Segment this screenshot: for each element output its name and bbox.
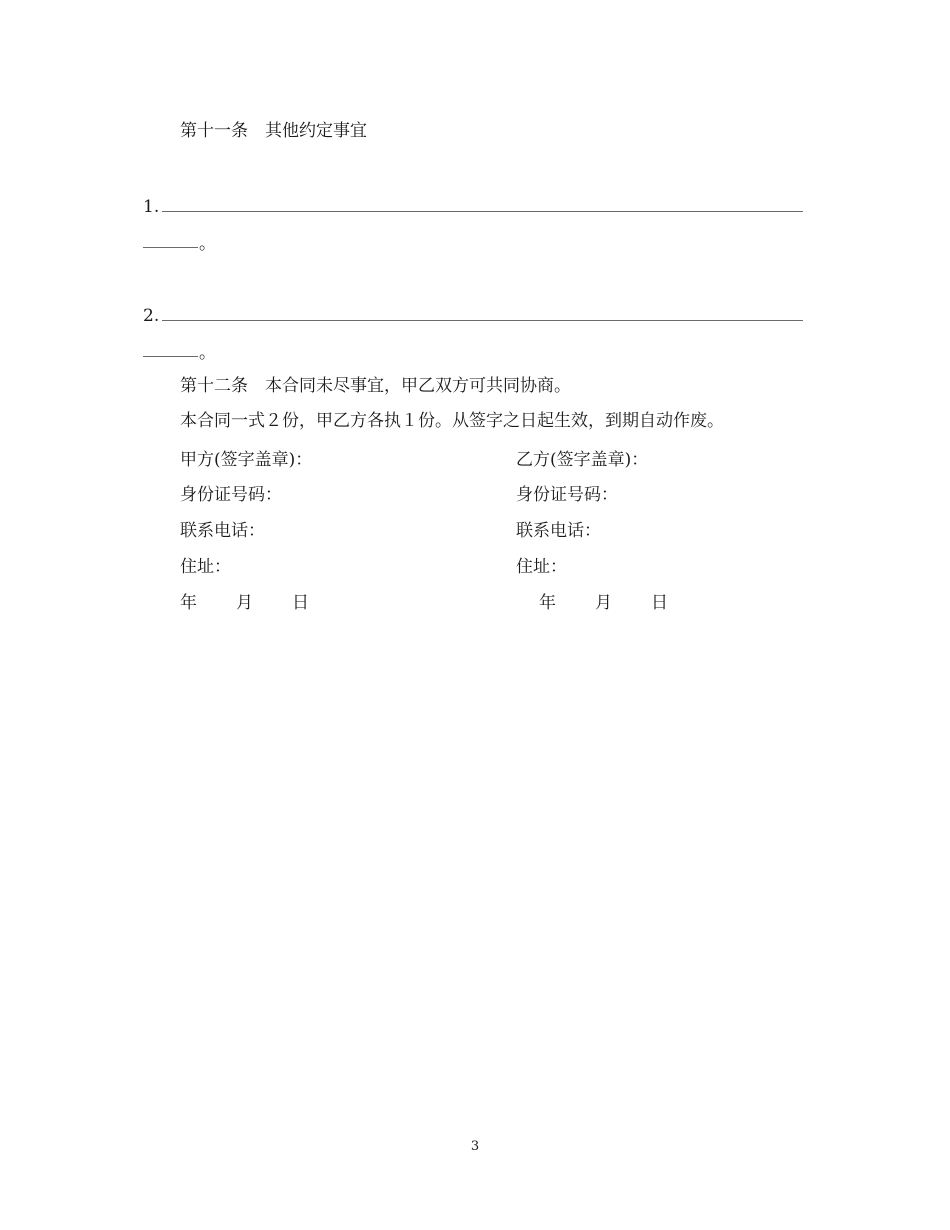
article-11-heading: 第十一条 其他约定事宜 [180, 121, 367, 141]
item-1-blank-line [162, 211, 803, 212]
party-a-date-day: 日 [292, 593, 309, 613]
party-b-sign-label: 乙方(签字盖章)： [516, 450, 649, 470]
item-2-number: 2. [143, 306, 160, 326]
item-1-number: 1. [143, 197, 160, 217]
party-a-phone-label: 联系电话： [180, 521, 265, 541]
item-2-end-mark: 。 [199, 343, 216, 363]
item-1-end-mark: 。 [199, 234, 216, 254]
party-b-date-year: 年 [539, 593, 556, 613]
item-2-blank-line [162, 320, 803, 321]
party-a-date-year: 年 [180, 593, 197, 613]
party-a-id-label: 身份证号码： [180, 485, 282, 505]
party-b-id-label: 身份证号码： [516, 485, 618, 505]
article-12-text: 第十二条 本合同未尽事宜，甲乙双方可共同协商。 [180, 376, 571, 396]
page-number: 3 [470, 1139, 480, 1154]
item-2-blank-line-continued [143, 356, 198, 357]
party-b-date-day: 日 [651, 593, 668, 613]
party-b-date-month: 月 [595, 593, 612, 613]
party-a-address-label: 住址： [180, 557, 231, 577]
copies-text: 本合同一式２份，甲乙方各执１份。从签字之日起生效，到期自动作废。 [180, 411, 724, 431]
party-b-address-label: 住址： [516, 557, 567, 577]
party-a-sign-label: 甲方(签字盖章)： [180, 450, 313, 470]
party-a-date-month: 月 [236, 593, 253, 613]
party-b-phone-label: 联系电话： [516, 521, 601, 541]
item-1-blank-line-continued [143, 247, 198, 248]
